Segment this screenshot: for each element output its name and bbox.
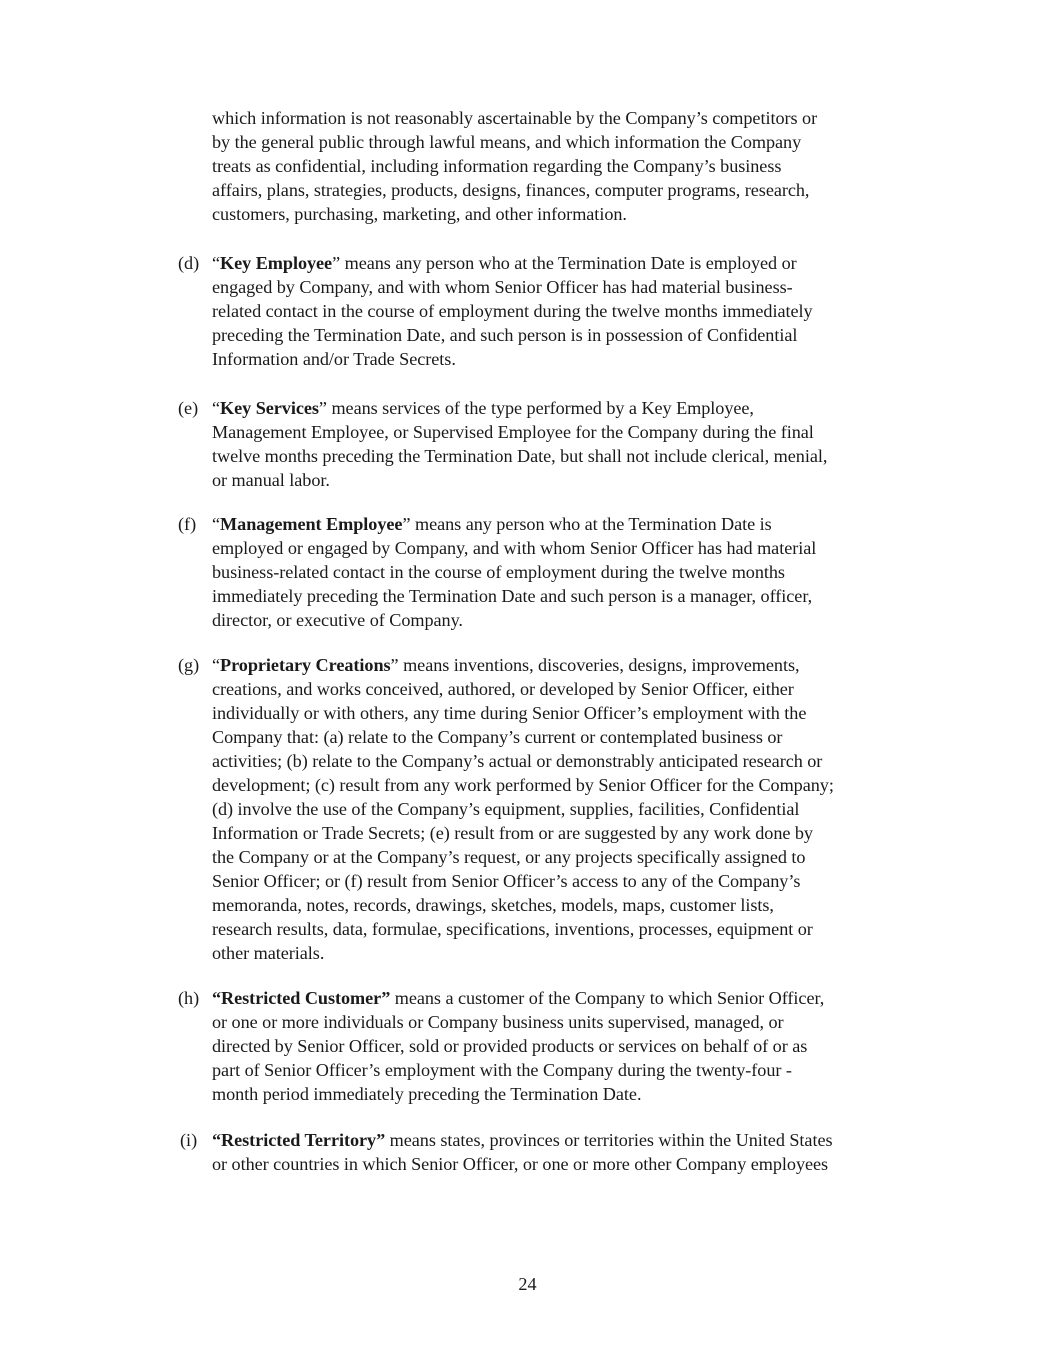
defined-term: Restricted Territory xyxy=(221,1130,377,1150)
text-line: Senior Officer; or (f) result from Senior Officer’s access to any of the Company’s xyxy=(212,871,801,891)
definition-first-line xyxy=(212,512,772,536)
defined-term: Proprietary Creations xyxy=(220,655,391,675)
text-line: directed by Senior Officer, sold or provided products or services on behalf of or as xyxy=(212,1036,808,1056)
text-line: individually or with others, any time during Senior Officer’s employment with the xyxy=(212,703,807,723)
text-line: or manual labor. xyxy=(212,470,330,490)
definition-first-line xyxy=(212,251,797,275)
item-marker: (e) xyxy=(178,398,199,418)
definition-first-line xyxy=(212,396,754,420)
defined-term: Key Employee xyxy=(220,253,333,273)
text-line: engaged by Company, and with whom Senior Officer has had material business- xyxy=(212,277,793,297)
close-quote: ” xyxy=(402,514,411,534)
text-line: director, or executive of Company. xyxy=(212,610,463,630)
text-line: Company that: (a) relate to the Company’s current or contemplated business or xyxy=(212,727,783,747)
text-line: which information is not reasonably ascertainable by the Company’s competitors or xyxy=(212,108,818,128)
text-line: Information and/or Trade Secrets. xyxy=(212,349,456,369)
text-line: or other countries in which Senior Officer, or one or more other Company employees xyxy=(212,1154,829,1174)
text-line: memoranda, notes, records, drawings, sketches, models, maps, customer lists, xyxy=(212,895,774,915)
text-line: Management Employee, or Supervised Employee for the Company during the final xyxy=(212,422,814,442)
text-line: research results, data, formulae, specifications, inventions, processes, equipment or xyxy=(212,919,813,939)
text-line: customers, purchasing, marketing, and other information. xyxy=(212,204,627,224)
open-quote: “ xyxy=(212,253,221,273)
open-quote: “ xyxy=(212,1130,222,1150)
open-quote: “ xyxy=(212,655,221,675)
text-line: Information or Trade Secrets; (e) result from or are suggested by any work done by xyxy=(212,823,813,843)
open-quote: “ xyxy=(212,514,221,534)
item-marker: (f) xyxy=(178,514,197,534)
close-quote: ” xyxy=(390,655,399,675)
defined-term: Restricted Customer xyxy=(221,988,382,1008)
item-marker: (d) xyxy=(178,253,200,273)
definition-text: means states, provinces or territories within the United States xyxy=(385,1130,833,1150)
definition-text: means inventions, discoveries, designs, improvements, xyxy=(398,655,800,675)
close-quote: ” xyxy=(381,988,391,1008)
item-marker: (i) xyxy=(180,1130,198,1150)
definition-first-line xyxy=(212,1128,833,1152)
text-line: affairs, plans, strategies, products, designs, finances, computer programs, research, xyxy=(212,180,810,200)
text-line: activities; (b) relate to the Company’s actual or demonstrably anticipated research or xyxy=(212,751,823,771)
text-line: or one or more individuals or Company business units supervised, managed, or xyxy=(212,1012,784,1032)
text-line: related contact in the course of employment during the twelve months immediately xyxy=(212,301,813,321)
close-quote: ” xyxy=(318,398,327,418)
text-line: creations, and works conceived, authored, or developed by Senior Officer, either xyxy=(212,679,794,699)
text-line: by the general public through lawful means, and which information the Company xyxy=(212,132,802,152)
open-quote: “ xyxy=(212,988,222,1008)
definition-text: means a customer of the Company to which Senior Officer, xyxy=(390,988,825,1008)
definition-first-line xyxy=(212,986,824,1010)
text-line: other materials. xyxy=(212,943,325,963)
open-quote: “ xyxy=(212,398,221,418)
definition-text: means any person who at the Termination Date is employed or xyxy=(340,253,797,273)
text-line: employed or engaged by Company, and with whom Senior Officer has had material xyxy=(212,538,817,558)
defined-term: Management Employee xyxy=(220,514,403,534)
text-line: business-related contact in the course of employment during the twelve months xyxy=(212,562,785,582)
text-line: the Company or at the Company’s request, or any projects specifically assigned to xyxy=(212,847,806,867)
defined-term: Key Services xyxy=(220,398,319,418)
text-line: month period immediately preceding the Termination Date. xyxy=(212,1084,642,1104)
definition-text: means any person who at the Termination Date is xyxy=(410,514,772,534)
text-line: immediately preceding the Termination Date and such person is a manager, officer, xyxy=(212,586,813,606)
close-quote: ” xyxy=(376,1130,386,1150)
text-line: (d) involve the use of the Company’s equipment, supplies, facilities, Confidential xyxy=(212,799,800,819)
definition-text: means services of the type performed by a Key Employee, xyxy=(326,398,754,418)
text-line: treats as confidential, including information regarding the Company’s business xyxy=(212,156,782,176)
page-number: 24 xyxy=(518,1274,537,1294)
item-marker: (g) xyxy=(178,655,200,675)
text-line: part of Senior Officer’s employment with the Company during the twenty-four - xyxy=(212,1060,792,1080)
definition-first-line xyxy=(212,653,799,677)
text-line: development; (c) result from any work performed by Senior Officer for the Company; xyxy=(212,775,834,795)
close-quote: ” xyxy=(332,253,341,273)
text-line: twelve months preceding the Termination Date, but shall not include clerical, menial, xyxy=(212,446,828,466)
text-line: preceding the Termination Date, and such person is in possession of Confidential xyxy=(212,325,798,345)
item-marker: (h) xyxy=(178,988,200,1008)
